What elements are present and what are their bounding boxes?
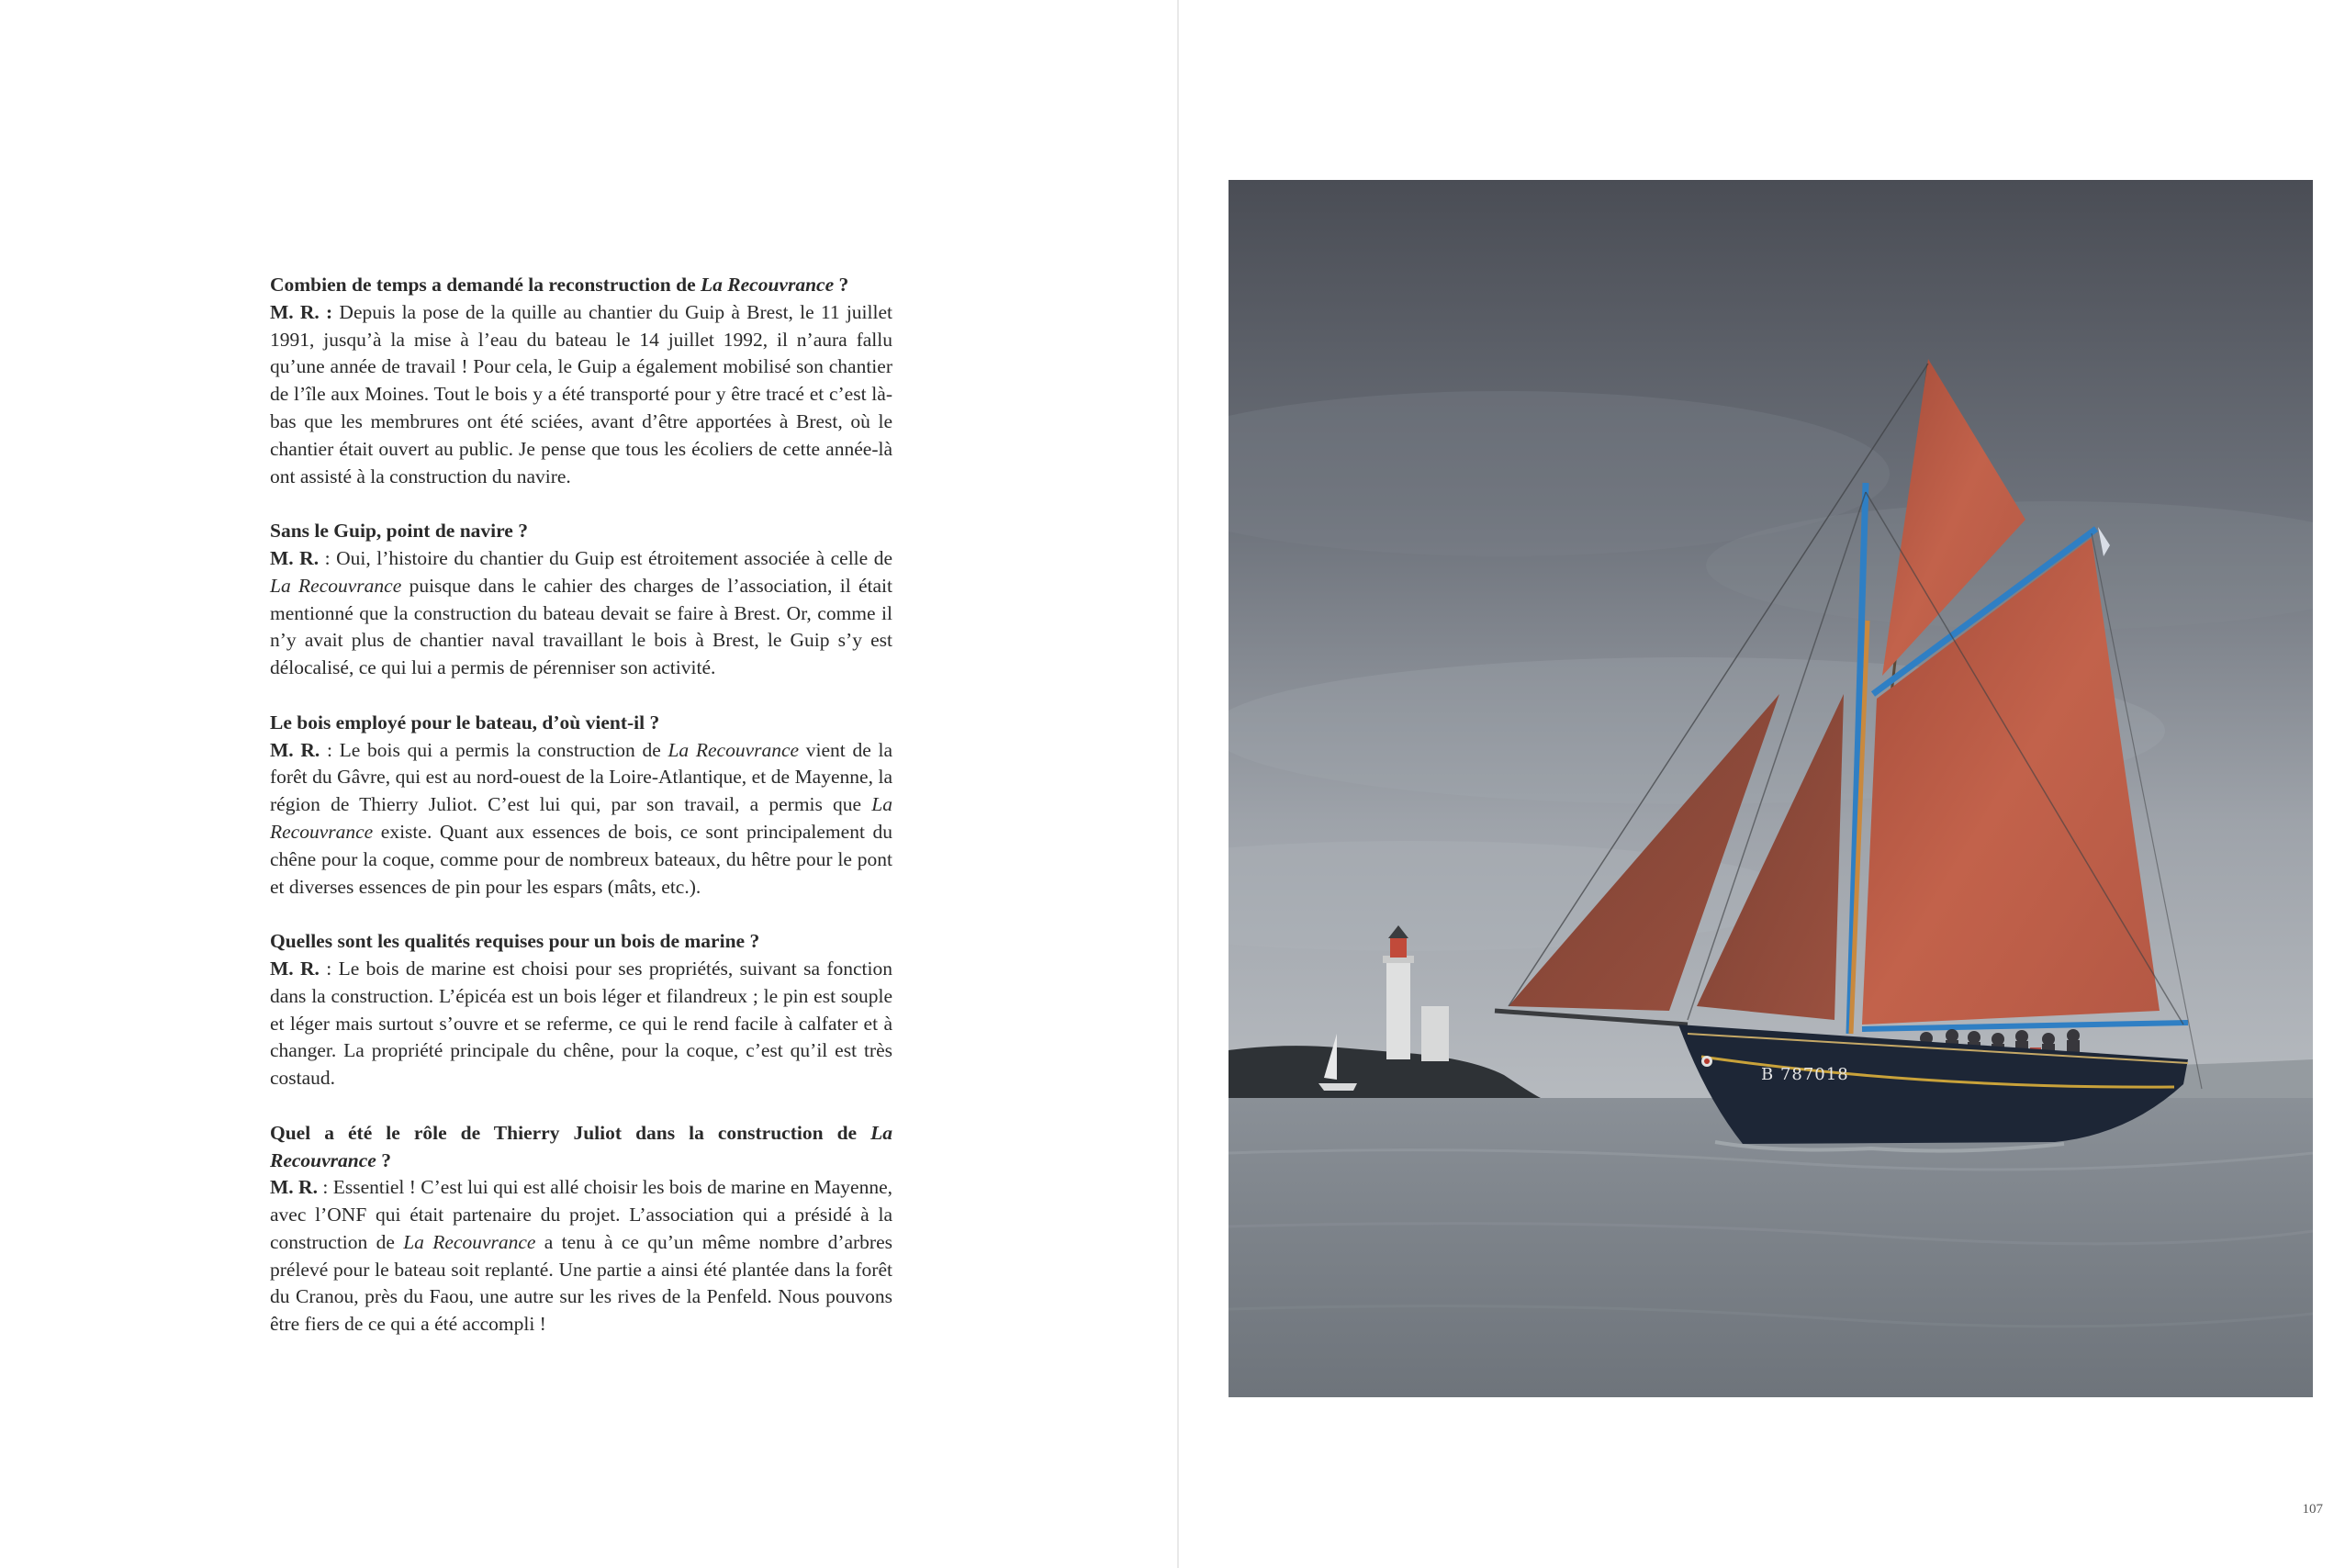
speaker-label: M. R. — [270, 1176, 318, 1199]
answer-5a: : Essentiel ! C’est lui qui est allé choisir les bois de marine en Mayenne, avec l’ONF qui était partenaire du projet. L’association qui a présidé à la construction de — [270, 1176, 892, 1253]
answer-2a: : Oui, l’histoire du chantier du Guip est étroitement associée à celle de — [319, 546, 892, 569]
speaker-label: M. R. — [270, 957, 320, 980]
answer-3c: existe. Quant aux essences de bois, ce sont principalement du chêne pour la coque, comme pour de nombreux bateaux, du hêtre pour le pont et diverses essences de pin pour les espars (mâts, etc.). — [270, 820, 892, 898]
answer-5b: a tenu à ce qu’un même nombre d’arbres prélevé pour le bateau soit replanté. Une partie a ainsi été plantée dans la forêt du Cranou, près du Faou, une autre sur les rives de la Penfeld. Nous pouvons être fiers de ce qui a été accompli ! — [270, 1230, 893, 1336]
speaker-label: M. R. — [270, 738, 320, 761]
answer-3b: vient de la forêt du Gâvre, qui est au nord-ouest de la Loire-Atlantique, et de Mayenne, la région de Thierry Juliot. C’est lui qui, par son travail, a permis que — [270, 738, 892, 816]
question-1: Combien de temps a demandé la reconstruction de La Recouvrance ? — [270, 274, 849, 296]
photo-illustration — [1229, 180, 2313, 1397]
answer-3a: : Le bois qui a permis la construction de — [320, 738, 668, 761]
qa-block-1 — [270, 272, 892, 490]
answer-2-italic: La Recouvrance — [270, 574, 402, 597]
interview-text — [270, 272, 892, 1366]
qa-block-3 — [270, 710, 892, 902]
qa-block-4 — [270, 928, 892, 1092]
page-number: 107 — [2302, 1502, 2323, 1517]
question-2: Sans le Guip, point de navire ? — [270, 520, 528, 543]
answer-4: : Le bois de marine est choisi pour ses propriétés, suivant sa fonction dans la construction. L’épicéa est un bois léger et filandreux ; le pin est souple et léger mais surtout s’ouvre et se referme, ce qui le rend facile à calfater et à changer. La propriété principale du chêne, pour la coque, c’est qu’il est très costaud. — [270, 957, 892, 1090]
question-4: Quelles sont les qualités requises pour un bois de marine ? — [270, 930, 760, 953]
qa-block-2 — [270, 518, 892, 682]
speaker-label: M. R. : — [270, 300, 333, 323]
speaker-label: M. R. — [270, 546, 320, 569]
answer-3-italic-1: La Recouvrance — [668, 738, 800, 761]
qa-block-5 — [270, 1120, 892, 1338]
sailing-ship-photo — [1229, 180, 2313, 1397]
answer-2b: puisque dans le cahier des charges de l’association, il était mentionné que la construction du bateau devait se faire à Brest. Or, comme il n’y avait plus de chantier naval travaillant le bois à Brest, le Guip s’y est délocalisé, ce qui lui a permis de pérenniser son activité. — [270, 574, 892, 679]
answer-3-italic-2: La Recouvrance — [270, 793, 892, 843]
hull-registration: B 787018 — [1761, 1065, 1849, 1084]
question-3: Le bois employé pour le bateau, d’où vient-il ? — [270, 711, 660, 734]
question-5: Quel a été le rôle de Thierry Juliot dans la construction de La Recouvrance ? — [270, 1121, 892, 1171]
answer-5-italic: La Recouvrance — [403, 1230, 536, 1253]
lighthouse — [1386, 958, 1410, 1059]
answer-1: Depuis la pose de la quille au chantier du Guip à Brest, le 11 juillet 1991, jusqu’à la mise à l’eau du bateau le 14 juillet 1992, il n’aura fallu qu’une année de travail ! Pour cela, le Guip a également mobilisé son chantier de l’île aux Moines. Tout le bois y a été transporté pour y être tracé et c’est là-bas que les membrures ont été sciées, avant d’être apportées à Brest, où le chantier était ouvert au public. Je pense que tous les écoliers de cette année-là ont assisté à la construction du navire. — [270, 300, 892, 487]
